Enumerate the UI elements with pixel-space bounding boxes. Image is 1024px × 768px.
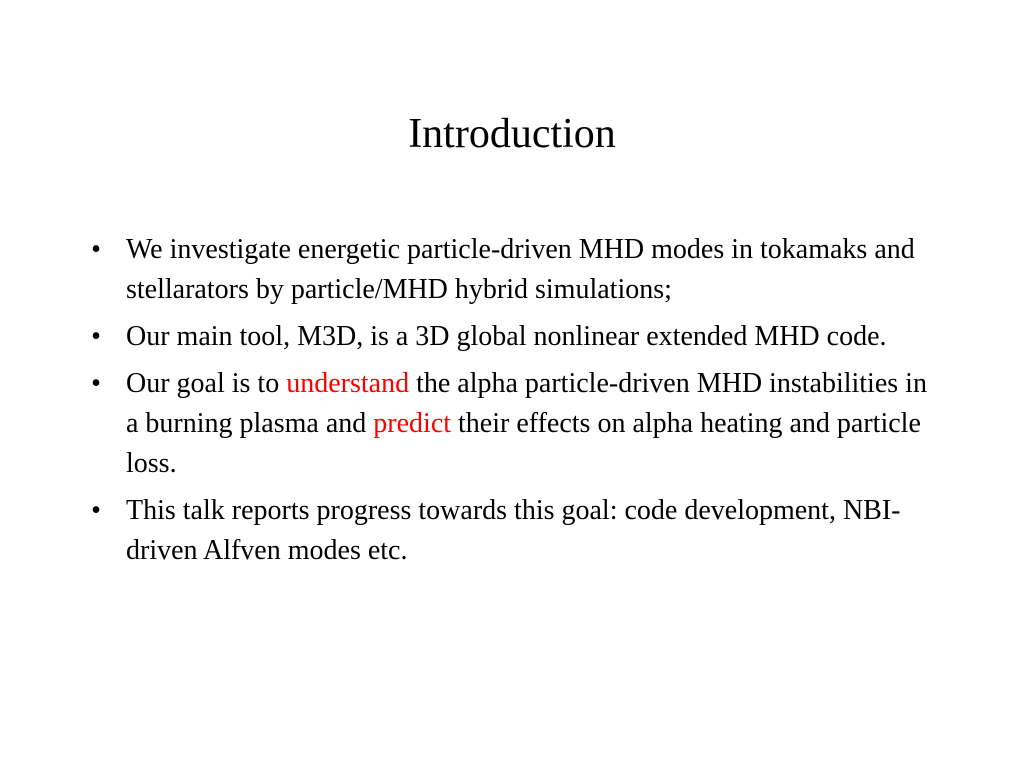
bullet-item bbox=[86, 491, 946, 571]
bullet-text-segment: the alpha particle-driven MHD instabilities in a burning plasma and bbox=[126, 368, 927, 439]
bullet-text-segment: Our goal is to bbox=[126, 368, 287, 399]
slide-title: Introduction bbox=[408, 111, 616, 157]
bullet-item bbox=[86, 364, 946, 484]
highlight-predict: predict bbox=[373, 408, 452, 439]
bullet-marker-icon: • bbox=[91, 234, 101, 265]
bullet-item bbox=[86, 230, 946, 310]
bullet-marker-icon: • bbox=[91, 368, 101, 399]
highlight-understand: understand bbox=[286, 368, 410, 399]
bullet-list bbox=[86, 230, 946, 578]
bullet-text: We investigate energetic particle-driven MHD modes in tokamaks and stellarators by particle/MHD hybrid simulations; bbox=[126, 234, 915, 305]
bullet-marker-icon: • bbox=[91, 321, 101, 352]
bullet-text: This talk reports progress towards this goal: code development, NBI-driven Alfven modes etc. bbox=[126, 495, 901, 566]
bullet-text-segment: their effects on alpha heating and particle loss. bbox=[126, 408, 921, 479]
bullet-marker-icon: • bbox=[91, 495, 101, 526]
bullet-text bbox=[126, 368, 927, 479]
bullet-text: Our main tool, M3D, is a 3D global nonlinear extended MHD code. bbox=[126, 321, 887, 352]
bullet-item bbox=[86, 317, 946, 357]
